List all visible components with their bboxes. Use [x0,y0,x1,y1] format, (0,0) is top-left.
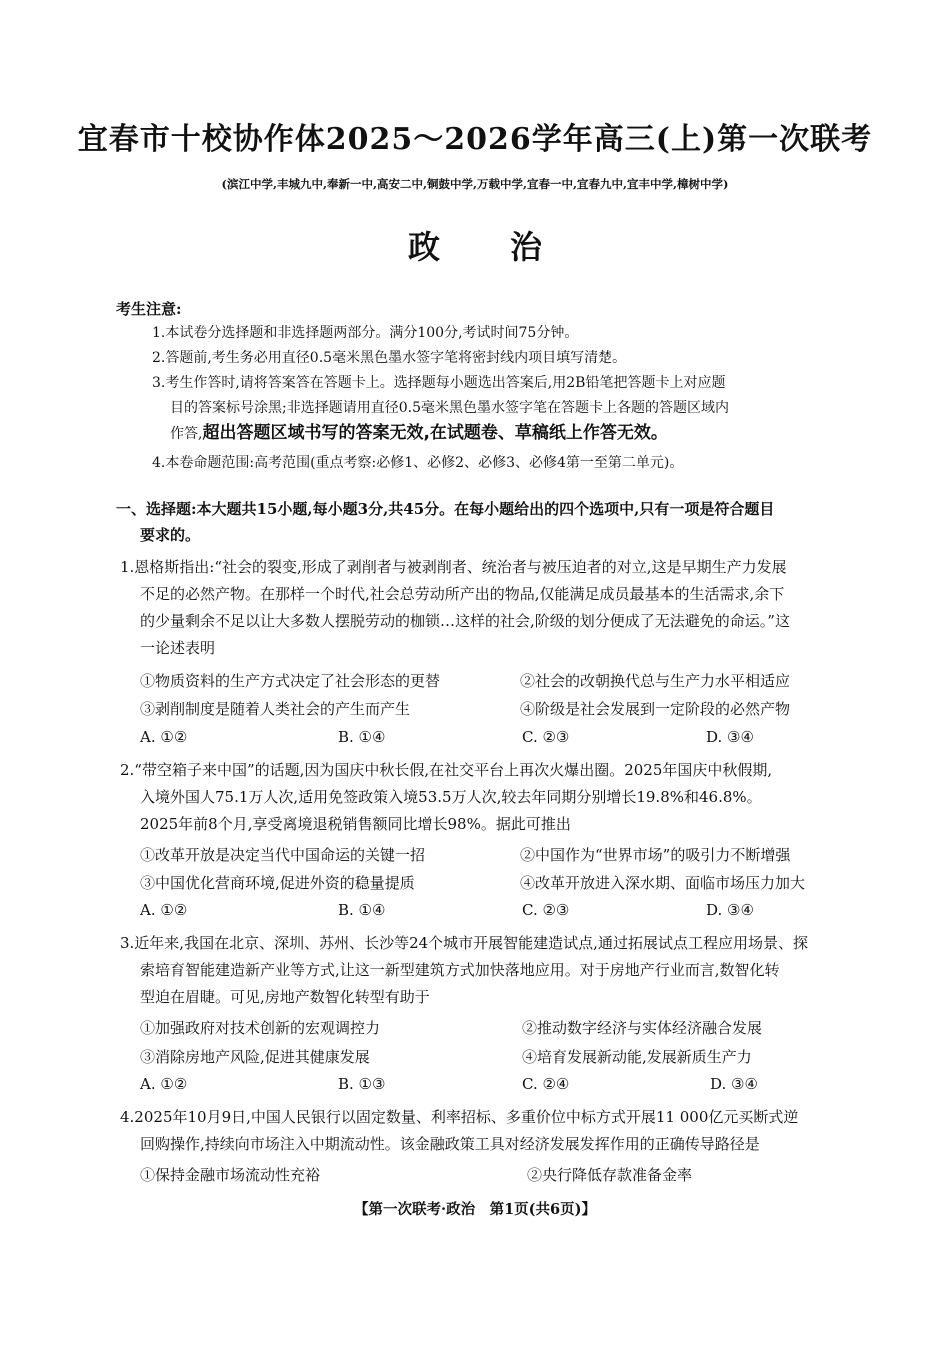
q1-choice-b[interactable]: B. ①④ [338,728,386,746]
question-4-text: 回购操作,持续向市场注入中期流动性。该金融政策工具对经济发展发挥作用的正确传导路径是 [140,1135,760,1153]
q1-choice-d[interactable]: D. ③④ [706,728,754,746]
notice-emphasis: 超出答题区域书写的答案无效,在试题卷、草稿纸上作答无效。 [202,423,668,443]
q3-statement: ③消除房地产风险,促进其健康发展 [140,1048,370,1066]
notice-item: 1.本试卷分选择题和非选择题两部分。满分100分,考试时间75分钟。 [152,325,579,341]
question-2-text: 2025年前8个月,享受离境退税销售额同比增长98%。据此可推出 [140,815,571,833]
q1-statement: ③剥削制度是随着人类社会的产生而产生 [140,700,411,718]
question-3-text: 型迫在眉睫。可见,房地产数智化转型有助于 [140,988,430,1006]
section-heading: 一、选择题:本大题共15小题,每小题3分,共45分。在每小题给出的四个选项中,只有一项是符合题目 [116,500,775,518]
q3-choice-c[interactable]: C. ②④ [522,1075,570,1093]
notice-item: 3.考生作答时,请将答案答在答题卡上。选择题每小题选出答案后,用2B铅笔把答题卡上对应题 [152,375,726,391]
section-heading-cont: 要求的。 [140,526,201,544]
q1-statement: ④阶级是社会发展到一定阶段的必然产物 [520,700,791,718]
q3-choice-b[interactable]: B. ①③ [338,1075,386,1093]
q2-statement: ②中国作为“世界市场”的吸引力不断增强 [520,846,791,864]
q2-choice-b[interactable]: B. ①④ [338,901,386,919]
q2-choice-d[interactable]: D. ③④ [706,901,754,919]
q3-statement: ①加强政府对技术创新的宏观调控力 [140,1019,381,1037]
question-1-text: 1.恩格斯指出:“社会的裂变,形成了剥削者与被剥削者、统治者与被压迫者的对立,这是早期生产力发展 [120,558,787,576]
page-title: 宜春市十校协作体2025～2026学年高三(上)第一次联考 [77,122,873,157]
question-2-text: 入境外国人75.1万人次,适用免签政策入境53.5万人次,较去年同期分别增长19.8%和46.8%。 [140,788,762,806]
notice-item-cont: 目的答案标号涂黑;非选择题请用直径0.5毫米黑色墨水签字笔在答题卡上各题的答题区域内 [170,400,729,416]
q1-choice-c[interactable]: C. ②③ [522,728,570,746]
notice-item-cont: 作答, [170,426,203,442]
notice-title: 考生注意: [116,300,182,318]
q3-choice-d[interactable]: D. ③④ [710,1075,758,1093]
q4-statement: ①保持金融市场流动性充裕 [140,1166,321,1184]
question-1-text: 的少量剩余不足以让大多数人摆脱劳动的枷锁…这样的社会,阶级的划分便成了无法避免的命运。”这 [140,612,790,630]
school-list: (滨江中学,丰城九中,奉新一中,高安二中,铜鼓中学,万载中学,宜春一中,宜春九中,宜丰中学,樟树中学) [221,177,729,191]
q2-statement: ①改革开放是决定当代中国命运的关键一招 [140,846,426,864]
q1-statement: ①物质资料的生产方式决定了社会形态的更替 [140,672,441,690]
notice-item-line [170,418,668,443]
notice-item: 4.本卷命题范围:高考范围(重点考察:必修1、必修2、必修3、必修4第一至第二单元)。 [152,455,684,471]
q2-choice-a[interactable]: A. ①② [140,901,188,919]
subject-title: 政治 [407,228,612,266]
page-footer: 【第一次联考·政治 第1页(共6页)】 [354,1201,596,1218]
q3-statement: ④培育发展新动能,发展新质生产力 [522,1048,752,1066]
q3-statement: ②推动数字经济与实体经济融合发展 [522,1019,763,1037]
q3-choice-a[interactable]: A. ①② [140,1075,188,1093]
q2-choice-c[interactable]: C. ②③ [522,901,570,919]
notice-item: 2.答题前,考生务必用直径0.5毫米黑色墨水签字笔将密封线内项目填写清楚。 [152,350,627,366]
q1-statement: ②社会的改朝换代总与生产力水平相适应 [520,672,791,690]
question-1-text: 不足的必然产物。在那样一个时代,社会总劳动所产出的物品,仅能满足成员最基本的生活需求,余下 [140,585,785,603]
question-2-text: 2.“带空箱子来中国”的话题,因为国庆中秋长假,在社交平台上再次火爆出圈。2025年国庆中秋假期, [120,761,773,779]
q2-statement: ④改革开放进入深水期、面临市场压力加大 [520,874,806,892]
q2-statement: ③中国优化营商环境,促进外资的稳量提质 [140,874,415,892]
question-3-text: 索培育智能建造新产业等方式,让这一新型建筑方式加快落地应用。对于房地产行业而言,数智化转 [140,961,780,979]
question-1-text: 一论述表明 [140,639,216,657]
q4-statement: ②央行降低存款准备金率 [527,1166,693,1184]
question-3-text: 3.近年来,我国在北京、深圳、苏州、长沙等24个城市开展智能建造试点,通过拓展试点工程应用场景、探 [120,934,808,952]
question-4-text: 4.2025年10月9日,中国人民银行以固定数量、利率招标、多重价位中标方式开展11 000亿元买断式逆 [120,1108,799,1126]
q1-choice-a[interactable]: A. ①② [140,728,188,746]
